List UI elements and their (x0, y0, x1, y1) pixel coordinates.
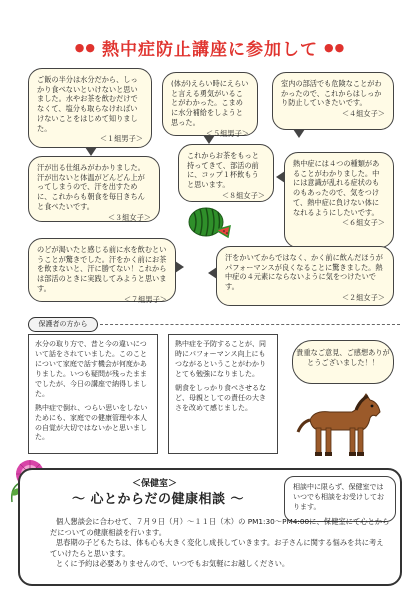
divider (100, 324, 400, 325)
parent-comment-text-2: 朝食をしっかり食べさせるなど、母親としての責任の大きさを改めて感じました。 (175, 383, 266, 412)
comment-bubble-3 (272, 72, 394, 130)
parent-comment-1 (28, 334, 158, 454)
parents-section-label: 保護者の方から (28, 317, 98, 332)
parent-comment-text-2: 熱中症で倒れ、つらい思いをしないためにも、家庭での健康管理や本人の自覚が大切ではないかと思いました。 (35, 403, 148, 442)
health-paragraph-3: とくに予約は必要ありませんので、いつでもお気軽にお越しください。 (55, 559, 290, 569)
comment-signature: ＜３組女子＞ (107, 212, 151, 222)
health-callout: 相談中に限らず、保健室ではいつでも相談をお受けしております。 (284, 476, 396, 522)
thanks-bubble: 貴重なご意見、ご感想ありがとうございました！！ (292, 340, 394, 384)
comment-bubble-8 (216, 246, 394, 306)
comment-signature: ＜６組女子＞ (341, 218, 385, 228)
health-paragraph-2: 思春期の子どもたちは、体も心も大きく変化し成長していきます。お子さんに関する悩みを共に考えていけたらと思います。 (50, 538, 384, 558)
health-body (50, 517, 390, 570)
watermelon-icon (186, 204, 232, 238)
title-dots-left: ●● (74, 40, 96, 54)
title-row (18, 34, 402, 60)
comment-bubble-2 (162, 72, 258, 136)
comment-text: のどが渇いたと感じる前に水を飲むということが驚きでした。汗をかく前にお茶を飲まないと、汗に勝てない！これからは部活のときに実践してみようと思います。 (37, 245, 167, 293)
page-title: 熱中症防止講座に参加して (102, 39, 318, 60)
comment-bubble-6 (284, 152, 394, 248)
comment-signature: ＜４組女子＞ (341, 109, 385, 119)
comment-signature: ＜７組男子＞ (123, 294, 167, 304)
parent-comment-2 (168, 334, 278, 454)
title-dots-right: ●● (324, 40, 346, 54)
comment-text: 汗をかいてからではなく、かく前に飲んだほうがパフォーマンスが良くなることに驚きました。熱中症の４元素にならないように気をつけたいです。 (225, 253, 383, 292)
comment-signature: ＜２組女子＞ (341, 292, 385, 302)
comment-bubble-1 (28, 68, 152, 148)
health-paragraph-1: 個人懇談会に合わせて、７月９日（月）〜１１日（木）の PM1:30〜PM4:00に、保健室にて心とからだについての健康相談を行います。 (50, 517, 390, 537)
comment-text: 汗が出る仕組みがわかりました。汗が出ないと体温がどんどん上がってしまうので、汗を出すために、これからも朝食を毎日きちんと食べたいです。 (37, 163, 145, 211)
comment-text: 熱中症には４つの種類があることがわかりました。中には意識が乱れる症状のものもあったので、気をつけて、熱中症に負けない体になれるようにしたいです。 (293, 159, 380, 217)
health-title: 〜 心とからだの健康相談 〜 (72, 492, 245, 507)
parent-comment-text: 熱中症を予防することが、同時にパフォーマンス向上にもつながるということがわかりとても勉強になりました。 (175, 340, 266, 378)
comment-bubble-5 (28, 156, 160, 222)
horse-icon (290, 390, 388, 460)
comment-bubble-7 (28, 238, 176, 302)
comment-signature: ＜１組男子＞ (99, 134, 143, 144)
comment-bubble-4 (178, 144, 274, 202)
comment-text: 室内の部活でも危険なことがわかったので、これからはしっかり防止していきたいです。 (281, 79, 382, 108)
parent-comment-text: 水分の取り方で、昔と今の違いについて話をされていました。このことについて家庭で話す機会が何度かありました。いつも疑問が残ったままでしたが、今日の講座で納得しました。 (35, 340, 147, 398)
comment-signature: ＜８組女子＞ (221, 190, 265, 200)
health-tag: ＜保健室＞ (132, 479, 178, 489)
comment-signature: ＜５組男子＞ (205, 128, 249, 138)
health-consultation-box (18, 468, 402, 586)
comment-text: これからお茶をもっと持ってきて、部活の前に、コップ１杯飲もうと思います。 (187, 151, 259, 190)
comment-text: ご飯の半分は水分だから、しっかり食べないといけないと思いました。水やお茶を飲むだけでなくて、塩分も取らなければいけないことをはじめて知りました。 (37, 75, 138, 133)
comment-text: (体が)えらい時にえらいと言える勇気がいることがわかった。こまめに水分補給をしようと思った。 (171, 79, 249, 127)
